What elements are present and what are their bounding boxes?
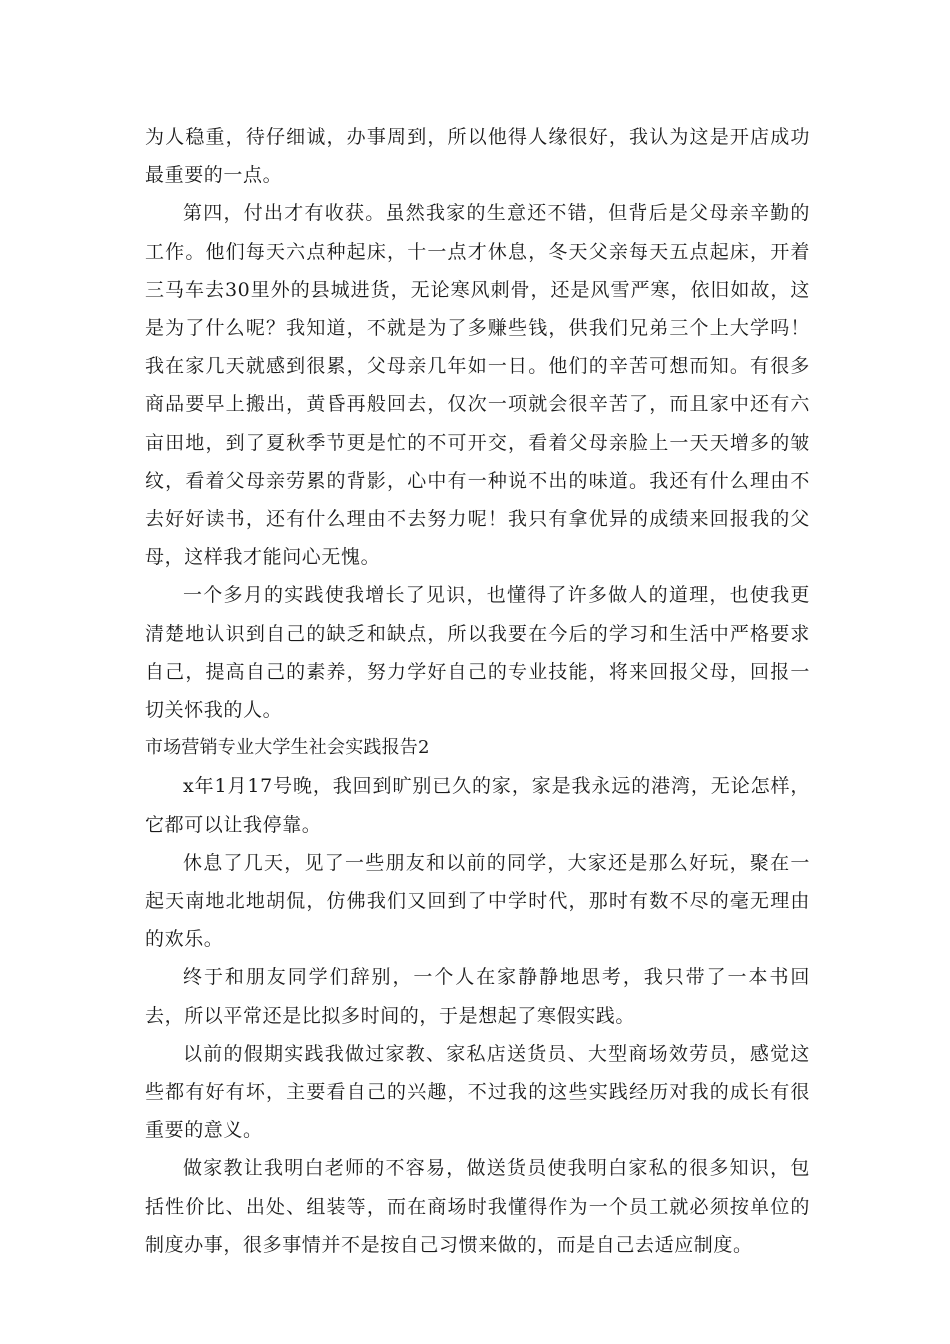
paragraph: 第四，付出才有收获。虽然我家的生意还不错，但背后是父母亲辛勤的工作。他们每天六点种起床，十一点才休息，冬天父亲每天五点起床，开着三马车去30里外的县城进货，无论寒风刺骨，还是风雪严寒，依旧如故，这是为了什么呢？我知道，不就是为了多赚些钱，供我们兄弟三个上大学吗！我在家几天就感到很累，父母亲几年如一日。他们的辛苦可想而知。有很多商品要早上搬出，黄昏再般回去，仅次一项就会很辛苦了，而且家中还有六亩田地，到了夏秋季节更是忙的不可开交，看着父母亲脸上一天天增多的皱纹，看着父母亲劳累的背影，心中有一种说不出的味道。我还有什么理由不去好好读书，还有什么理由不去努力呢！我只有拿优异的成绩来回报我的父母，这样我才能问心无愧。 (145, 202, 810, 569)
paragraph: 休息了几天，见了一些朋友和以前的同学，大家还是那么好玩，聚在一起天南地北地胡侃，仿佛我们又回到了中学时代，那时有数不尽的毫无理由的欢乐。 (145, 851, 810, 951)
paragraph: 终于和朋友同学们辞别，一个人在家静静地思考，我只带了一本书回去，所以平常还是比拟多时间的，于是想起了寒假实践。 (145, 966, 810, 1027)
paragraph: 为人稳重，待仔细诚，办事周到，所以他得人缘很好，我认为这是开店成功最重要的一点。 (145, 126, 810, 187)
paragraph: 以前的假期实践我做过家教、家私店送货员、大型商场效劳员，感觉这些都有好有坏，主要看自己的兴趣，不过我的这些实践经历对我的成长有很重要的意义。 (145, 1042, 810, 1142)
paragraph: x年1月17号晚，我回到旷别已久的家，家是我永远的港湾，无论怎样，它都可以让我停靠。 (145, 775, 810, 836)
section-heading: 市场营销专业大学生社会实践报告2 (145, 737, 430, 759)
document-body (145, 118, 810, 1264)
paragraph: 做家教让我明白老师的不容易，做送货员使我明白家私的很多知识，包括性价比、出处、组装等，而在商场时我懂得作为一个员工就必须按单位的制度办事，很多事情并不是按自己习惯来做的，而是自己去适应制度。 (145, 1157, 810, 1256)
paragraph: 一个多月的实践使我增长了见识，也懂得了许多做人的道理，也使我更清楚地认识到自己的缺乏和缺点，所以我要在今后的学习和生活中严格要求自己，提高自己的素养，努力学好自己的专业技能，将来回报父母，回报一切关怀我的人。 (145, 584, 810, 722)
